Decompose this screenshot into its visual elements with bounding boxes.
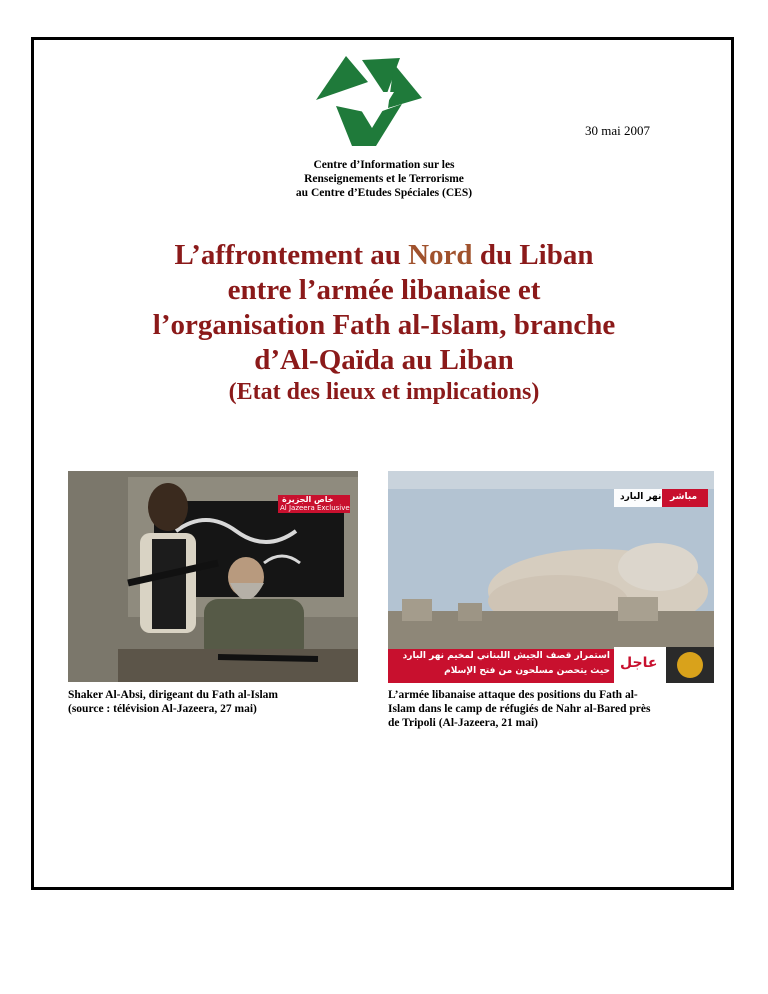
ces-logo	[316, 56, 422, 146]
overlay-arabic-label: خاص الجزيرة	[282, 495, 334, 504]
place-label: نهر البارد	[620, 492, 662, 502]
news-ticker-line2: حيث يتحصن مسلحون من فتح الإسلام	[444, 666, 610, 676]
photo-nahr-al-bared	[388, 471, 714, 683]
caption-photo-1: Shaker Al-Absi, dirigeant du Fath al-Islam (source : télévision Al-Jazeera, 27 mai)	[68, 689, 279, 715]
document-title: L’affrontement au Nord du Liban entre l’armée libanaise et l’organisation Fath al-Islam, branche d’Al-Qaïda au Liban	[152, 239, 616, 376]
caption-photo-2: L’armée libanaise attaque des positions du Fath al- Islam dans le camp de réfugiés de Nahr al-Bared près de Tripoli (Al-Jazeera, 21 mai)	[388, 689, 651, 729]
urgent-label: عاجل	[620, 655, 658, 671]
overlay-exclusive-label: Al Jazeera Exclusive	[280, 504, 350, 512]
document-date: 30 mai 2007	[585, 123, 650, 138]
document-subtitle: (Etat des lieux et implications)	[228, 379, 540, 405]
news-ticker-line1: استمرار قصف الجيش اللبناني لمخيم نهر البارد	[402, 651, 610, 661]
photo-shaker-al-absi	[68, 471, 358, 682]
live-label: مباشر	[670, 492, 698, 502]
organization-name: Centre d’Information sur les Renseignements et le Terrorisme au Centre d’Etudes Spéciales (CES)	[295, 159, 473, 199]
